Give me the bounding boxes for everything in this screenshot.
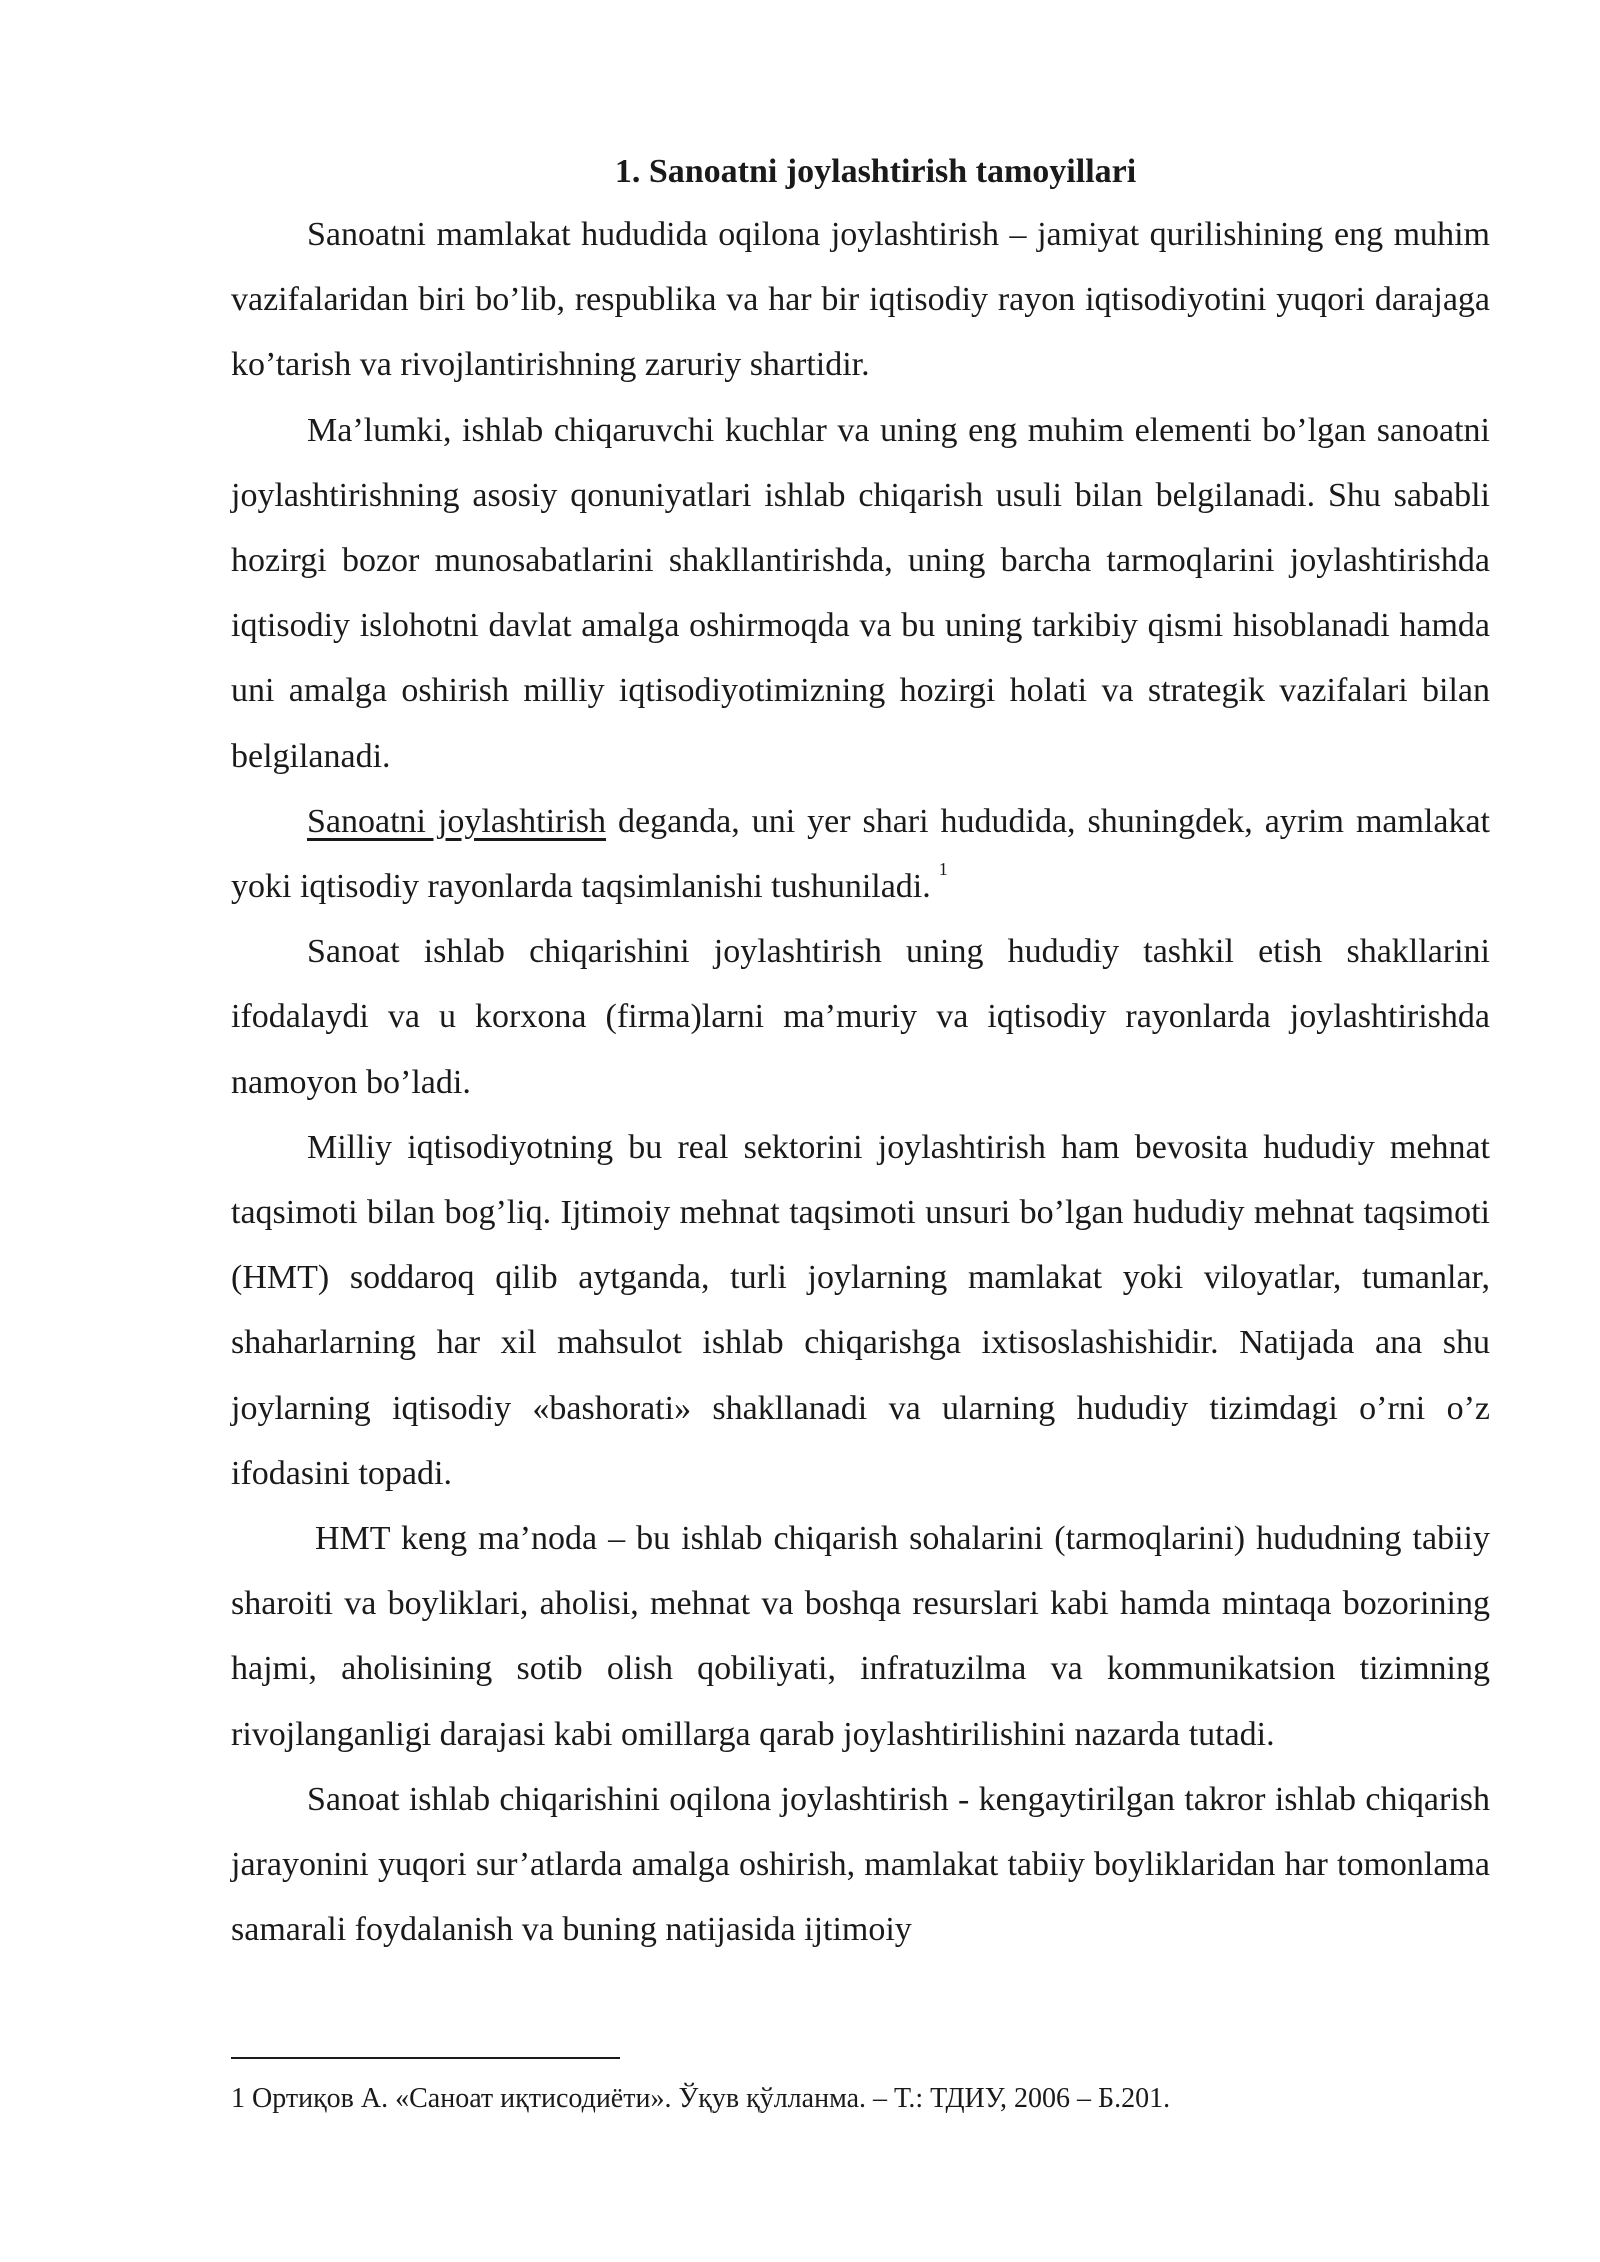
paragraph-4: Sanoat ishlab chiqarishini joylashtirish uning hududiy tashkil etish shakllarini ifodalaydi va u korxona (firma)larni ma’muriy va iqtisodiy rayonlarda joylashtirishda namoyon bo’ladi. [231, 933, 1490, 1101]
paragraph-3 [231, 789, 1490, 919]
paragraph-1: Sanoatni mamlakat hududida oqilona joylashtirish – jamiyat qurilishining eng muhim vazifalaridan biri bo’lib, respublika va har bir iqtisodiy rayon iqtisodiyotini yuqori darajaga ko’tarish va rivojlantirishning zaruriy shartidir. [231, 216, 1490, 384]
footnote: 1 Ортиқов А. «Саноат иқтисодиёти». Ўқув қўлланма. – Т.: ТДИУ, 2006 – Б.201. [231, 2083, 1171, 2114]
footnote-separator [231, 2057, 620, 2059]
page-body [231, 150, 1490, 1962]
section-title: 1. Sanoatni joylashtirish tamoyillari [614, 153, 1137, 190]
paragraph-7: Sanoat ishlab chiqarishini oqilona joylashtirish - kengaytirilgan takror ishlab chiqarish jarayonini yuqori sur’atlarda amalga oshirish, mamlakat tabiiy boyliklaridan har tomonlama samarali foydalanish va buning natijasida ijtimoiy [231, 1780, 1490, 1949]
paragraph-6: HMT keng ma’noda – bu ishlab chiqarish sohalarini (tarmoqlarini) hududning tabiiy sharoiti va boyliklari, aholisi, mehnat va boshqa resurslari kabi hamda mintaqa bozorining hajmi, aholisining sotib olish qobiliyati, infratuzilma va kommunikatsion tizimning rivojlanganligi darajasi kabi omillarga qarab joylashtirilishini nazarda tutadi. [231, 1520, 1490, 1753]
paragraph-2: Ma’lumki, ishlab chiqaruvchi kuchlar va uning eng muhim elementi bo’lgan sanoatni joylashtirishning asosiy qonuniyatlari ishlab chiqarish usuli bilan belgilanadi. Shu sababli hozirgi bozor munosabatlarini shakllantirishda, uning barcha tarmoqlarini joylashtirishda iqtisodiy islohotni davlat amalga oshirmoqda va bu uning tarkibiy qismi hisoblanadi hamda uni amalga oshirish milliy iqtisodiyotimizning hozirgi holati va strategik vazifalari bilan belgilanadi. [231, 411, 1490, 775]
defined-term: Sanoatni joylashtirish [307, 802, 607, 840]
paragraph-3-text: deganda, uni yer shari hududida, shuningdek, ayrim mamlakat yoki iqtisodiy rayonlarda taqsimlanishi tushuniladi. [231, 802, 1491, 906]
footnote-reference: 1 [938, 859, 948, 880]
paragraph-5: Milliy iqtisodiyotning bu real sektorini joylashtirish ham bevosita hududiy mehnat taqsimoti bilan bog’liq. Ijtimoiy mehnat taqsimoti unsuri bo’lgan hududiy mehnat taqsimoti (HMT) soddaroq qilib aytganda, turli joylarning mamlakat yoki viloyatlar, tumanlar, shaharlarning har xil mahsulot ishlab chiqarishga ixtisoslashishidir. Natijada ana shu joylarning iqtisodiy «bashorati» shakllanadi va ularning hududiy tizimdagi o’rni o’z ifodasini topadi. [231, 1128, 1490, 1492]
